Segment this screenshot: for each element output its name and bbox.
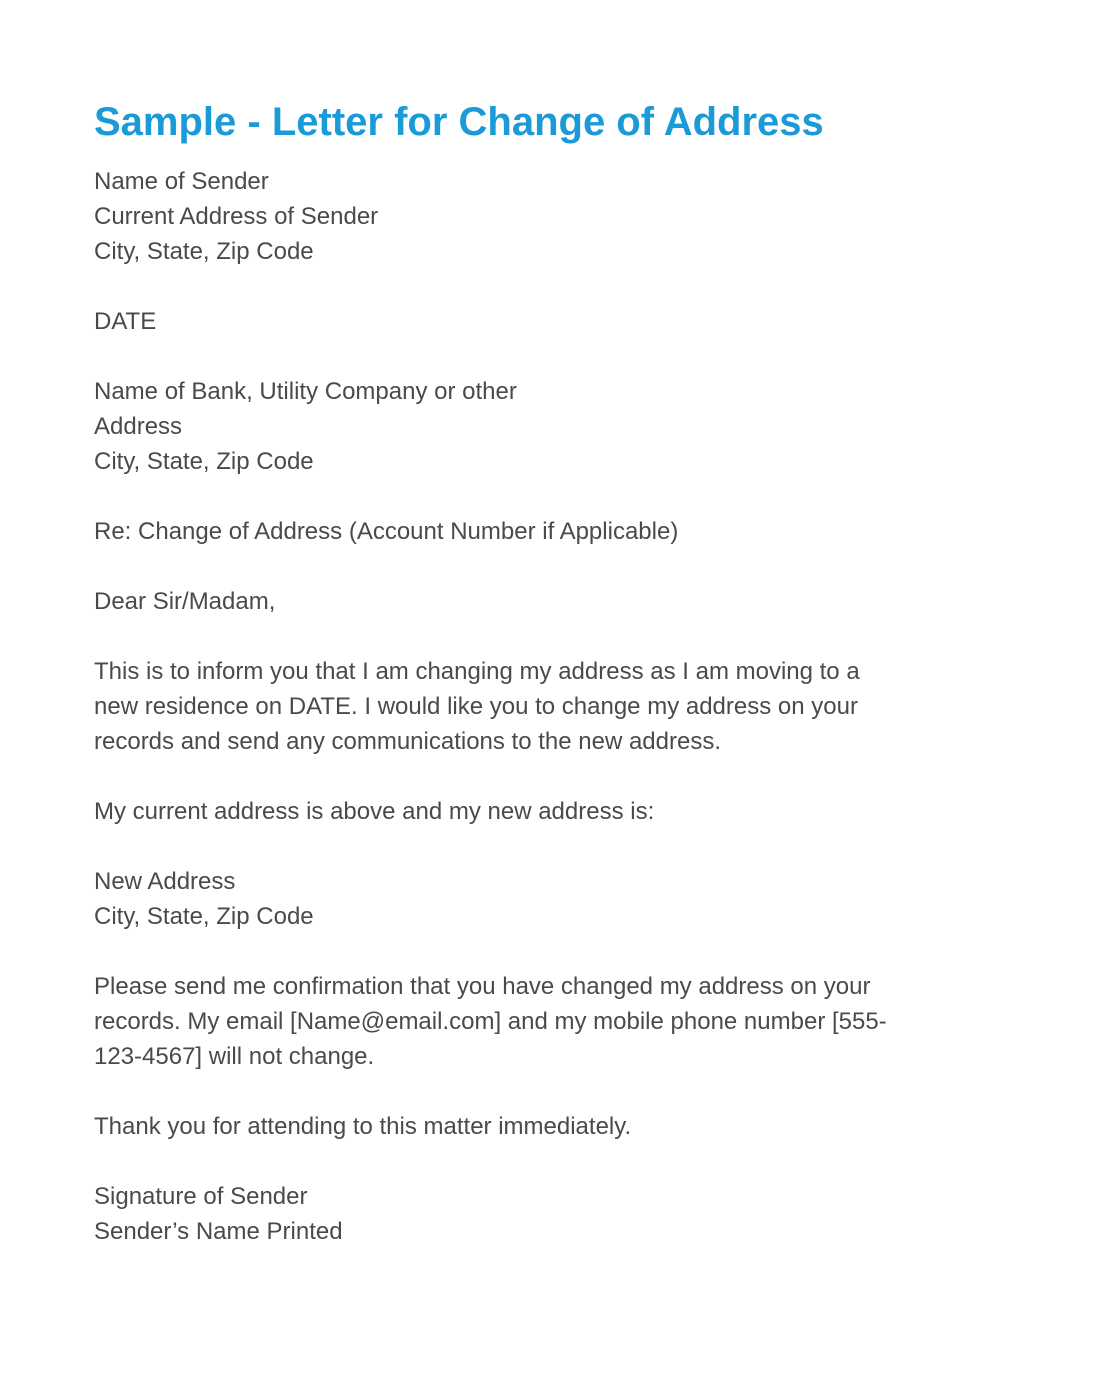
recipient-city-line: City, State, Zip Code: [94, 448, 314, 475]
date-line: DATE: [94, 308, 157, 335]
subject-block: [94, 514, 1014, 549]
closing-block: [94, 1109, 1014, 1144]
paragraph-inform-line-1: This is to inform you that I am changing my address as I am moving to a: [94, 658, 860, 685]
signature-printed-name-line: Sender’s Name Printed: [94, 1218, 343, 1245]
sender-city-line: City, State, Zip Code: [94, 238, 314, 265]
paragraph-confirmation-line-1: Please send me confirmation that you have changed my address on your: [94, 973, 871, 1000]
paragraph-confirmation: [94, 969, 1014, 1074]
paragraph-inform-line-2: new residence on DATE. I would like you to change my address on your: [94, 693, 858, 720]
recipient-address-block: [94, 374, 1014, 479]
recipient-street-line: Address: [94, 413, 183, 440]
subject-line: Re: Change of Address (Account Number if Applicable): [94, 518, 679, 545]
recipient-name-line: Name of Bank, Utility Company or other: [94, 378, 517, 405]
closing-line: Thank you for attending to this matter immediately.: [94, 1113, 632, 1140]
paragraph-inform: [94, 654, 1014, 759]
paragraph-confirmation-line-3: 123-4567] will not change.: [94, 1043, 375, 1070]
new-address-block: [94, 864, 1014, 934]
signature-block: [94, 1179, 1014, 1249]
paragraph-inform-line-3: records and send any communications to the new address.: [94, 728, 722, 755]
new-address-city-line: City, State, Zip Code: [94, 903, 314, 930]
paragraph-confirmation-line-2: records. My email [Name@email.com] and my mobile phone number [555-: [94, 1008, 887, 1035]
date-block: [94, 304, 1014, 339]
sender-address-block: [94, 164, 1014, 269]
page-title: Sample - Letter for Change of Address: [94, 100, 824, 144]
signature-line: Signature of Sender: [94, 1183, 308, 1210]
sender-street-line: Current Address of Sender: [94, 203, 379, 230]
salutation-line: Dear Sir/Madam,: [94, 588, 276, 615]
salutation-block: [94, 584, 1014, 619]
current-address-intro-block: [94, 794, 1014, 829]
current-address-intro-line: My current address is above and my new address is:: [94, 798, 655, 825]
sender-name-line: Name of Sender: [94, 168, 269, 195]
new-address-line: New Address: [94, 868, 236, 895]
